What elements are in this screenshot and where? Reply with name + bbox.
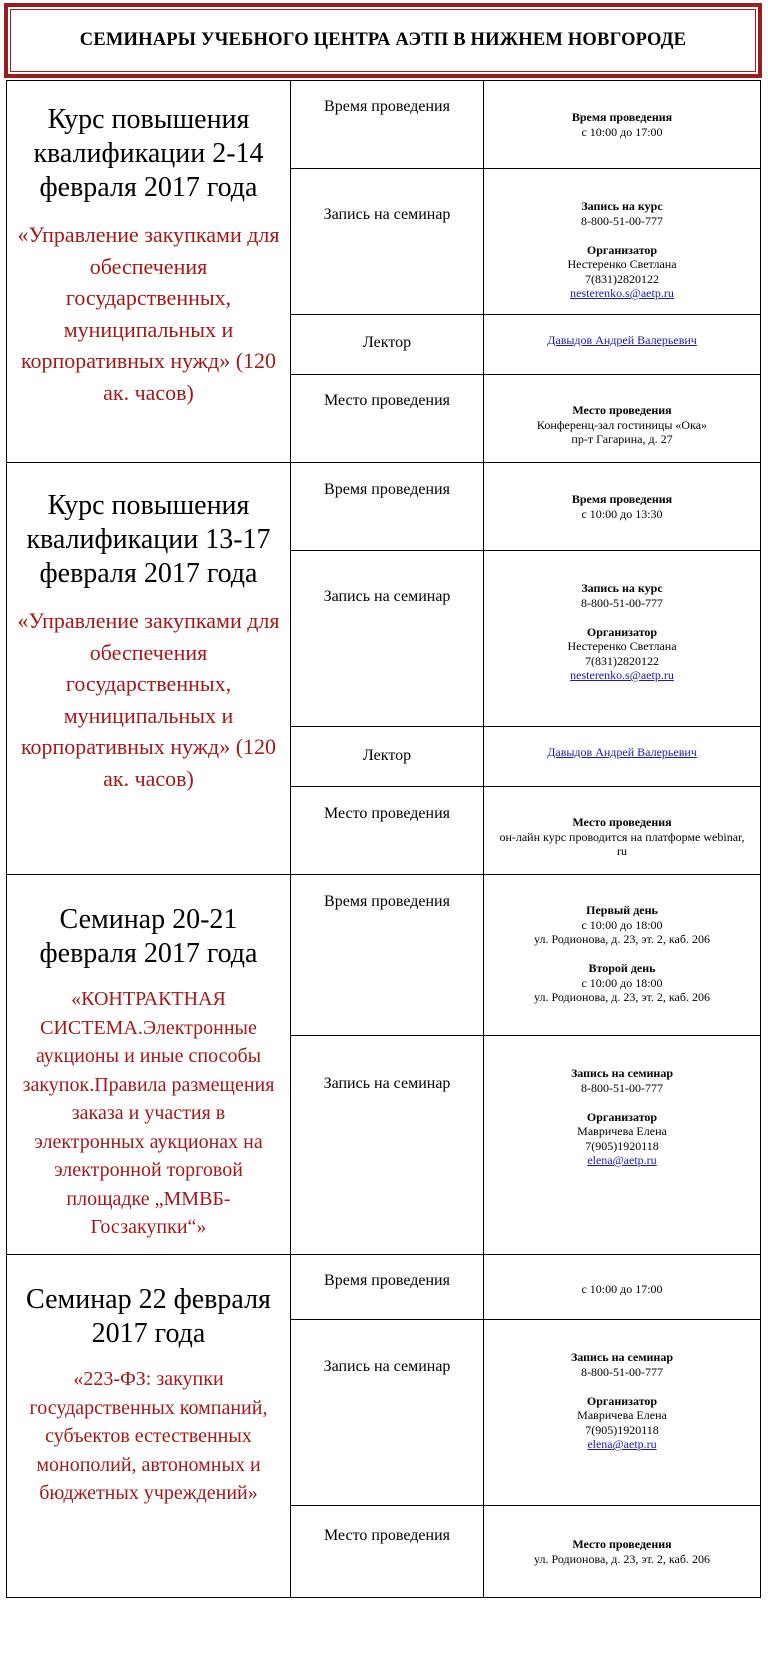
page-header — [4, 3, 762, 78]
organizer-phone: 7(831)2820122 — [585, 271, 659, 286]
organizer-heading: Организатор — [586, 1109, 658, 1124]
place-heading: Место проведения — [572, 1537, 672, 1551]
time-value: с 10:00 до 13:30 — [581, 506, 663, 521]
lecturer-info-cell — [484, 727, 761, 787]
event-1-time-row — [7, 81, 761, 169]
time-info-cell — [484, 1255, 761, 1320]
time-label-cell — [291, 875, 484, 1036]
event-topic: «Управление закупками для обеспечения государственных, муниципальных и корпоративных нужд» (120 ак. часов) — [17, 608, 280, 791]
time-value: с 10:00 до 17:00 — [581, 1282, 663, 1296]
signup-heading: Запись на курс — [581, 581, 663, 595]
event-title: Курс повышения квалификации 13-17 февраля 2017 года — [26, 490, 271, 589]
lecturer-label-cell — [291, 727, 484, 787]
event-4-time-row — [7, 1255, 761, 1320]
lecturer-label: Лектор — [362, 747, 412, 764]
place-label-cell — [291, 787, 484, 875]
organizer-heading: Организатор — [586, 624, 658, 639]
time-label: Время проведения — [324, 481, 450, 498]
seminar-schedule-table — [6, 80, 761, 1598]
organizer-phone: 7(831)2820122 — [585, 653, 659, 668]
day-2-time: с 10:00 до 18:00 — [581, 975, 663, 990]
signup-info-cell — [484, 1320, 761, 1506]
place-label: Место проведения — [323, 805, 451, 822]
time-label: Время проведения — [324, 1272, 450, 1289]
place-heading: Место проведения — [572, 403, 672, 417]
event-topic: «223-ФЗ: закупки государственных компаний, субъектов естественных монополий, автономных и бюджетных учреждений» — [29, 1368, 268, 1504]
lecturer-label: Лектор — [362, 334, 412, 351]
event-2-summary — [7, 463, 291, 875]
place-info-cell — [484, 1506, 761, 1598]
signup-phone: 8-800-51-00-777 — [581, 595, 663, 610]
place-heading: Место проведения — [572, 815, 672, 829]
event-title: Семинар 22 февраля 2017 года — [26, 1284, 271, 1349]
lecturer-info-cell — [484, 315, 761, 375]
time-info-cell — [484, 81, 761, 169]
organizer-name: Мавричева Елена — [577, 1124, 667, 1138]
signup-label: Запись на семинар — [323, 588, 451, 605]
signup-label: Запись на семинар — [323, 206, 451, 223]
signup-label-cell — [291, 1036, 484, 1255]
place-line-1: он-лайн курс проводится на платформе webinar, — [499, 829, 745, 844]
organizer-email-link[interactable]: elena@aetp.ru — [587, 1437, 657, 1451]
signup-phone: 8-800-51-00-777 — [581, 1364, 663, 1379]
organizer-name: Нестеренко Светлана — [567, 257, 677, 271]
time-heading: Время проведения — [571, 492, 673, 506]
time-info-cell — [484, 463, 761, 551]
signup-info-cell — [484, 169, 761, 315]
lecturer-link[interactable]: Давыдов Андрей Валерьевич — [547, 333, 697, 347]
signup-label-cell — [291, 551, 484, 727]
organizer-email-link[interactable]: nesterenko.s@aetp.ru — [570, 286, 674, 300]
time-heading: Время проведения — [571, 110, 673, 124]
place-line-1: Конференц-зал гостиницы «Ока» — [536, 417, 708, 432]
signup-label: Запись на семинар — [323, 1358, 451, 1375]
page-header-inner — [10, 9, 756, 72]
event-1-summary — [7, 81, 291, 463]
lecturer-link[interactable]: Давыдов Андрей Валерьевич — [547, 745, 697, 759]
place-label: Место проведения — [323, 392, 451, 409]
organizer-heading: Организатор — [586, 242, 658, 257]
event-3-time-row — [7, 875, 761, 1036]
organizer-phone: 7(905)1920118 — [585, 1422, 659, 1437]
place-info-cell — [484, 787, 761, 875]
organizer-phone: 7(905)1920118 — [585, 1138, 659, 1153]
event-4-summary — [7, 1255, 291, 1598]
signup-info-cell — [484, 551, 761, 727]
event-title: Семинар 20-21 февраля 2017 года — [39, 904, 258, 969]
place-label-cell — [291, 1506, 484, 1598]
organizer-email-link[interactable]: nesterenko.s@aetp.ru — [570, 668, 674, 682]
event-topic: «КОНТРАКТНАЯ СИСТЕМА.Электронные аукционы и иные способы закупок.Правила размещения заказа и участия в электронных аукционах на электронной торговой площадке „ММВБ-Госзакупки“» — [22, 988, 275, 1238]
time-label-cell — [291, 463, 484, 551]
time-label: Время проведения — [324, 98, 450, 115]
signup-heading: Запись на семинар — [570, 1066, 674, 1080]
event-2-time-row — [7, 463, 761, 551]
place-line-2: пр-т Гагарина, д. 27 — [571, 432, 673, 446]
day-1-heading: Первый день — [586, 903, 658, 917]
place-label: Место проведения — [323, 1527, 451, 1544]
lecturer-label-cell — [291, 315, 484, 375]
signup-info-cell — [484, 1036, 761, 1255]
organizer-name: Нестеренко Светлана — [567, 639, 677, 653]
signup-label-cell — [291, 169, 484, 315]
place-label-cell — [291, 375, 484, 463]
signup-label-cell — [291, 1320, 484, 1506]
organizer-name: Мавричева Елена — [577, 1408, 667, 1422]
time-label-cell — [291, 81, 484, 169]
time-info-cell — [484, 875, 761, 1036]
day-1-time: с 10:00 до 18:00 — [581, 917, 663, 932]
signup-label: Запись на семинар — [323, 1075, 451, 1092]
event-topic: «Управление закупками для обеспечения государственных, муниципальных и корпоративных нужд» (120 ак. часов) — [17, 222, 280, 405]
time-label: Время проведения — [324, 893, 450, 910]
day-2-heading: Второй день — [588, 961, 656, 975]
place-line-1: ул. Родионова, д. 23, эт. 2, каб. 206 — [534, 1551, 710, 1566]
day-2-place: ул. Родионова, д. 23, эт. 2, каб. 206 — [534, 990, 710, 1004]
day-1-place: ул. Родионова, д. 23, эт. 2, каб. 206 — [534, 932, 710, 946]
page-title: СЕМИНАРЫ УЧЕБНОГО ЦЕНТРА АЭТП В НИЖНЕМ НОВГОРОДЕ — [79, 30, 687, 50]
signup-phone: 8-800-51-00-777 — [581, 1080, 663, 1095]
event-3-summary — [7, 875, 291, 1255]
signup-heading: Запись на семинар — [570, 1350, 674, 1364]
organizer-heading: Организатор — [586, 1393, 658, 1408]
place-line-2: ru — [617, 844, 627, 858]
event-title: Курс повышения квалификации 2-14 февраля 2017 года — [33, 104, 264, 203]
signup-phone: 8-800-51-00-777 — [581, 213, 663, 228]
time-label-cell — [291, 1255, 484, 1320]
place-info-cell — [484, 375, 761, 463]
time-value: с 10:00 до 17:00 — [581, 124, 663, 139]
organizer-email-link[interactable]: elena@aetp.ru — [587, 1153, 657, 1167]
signup-heading: Запись на курс — [581, 199, 663, 213]
